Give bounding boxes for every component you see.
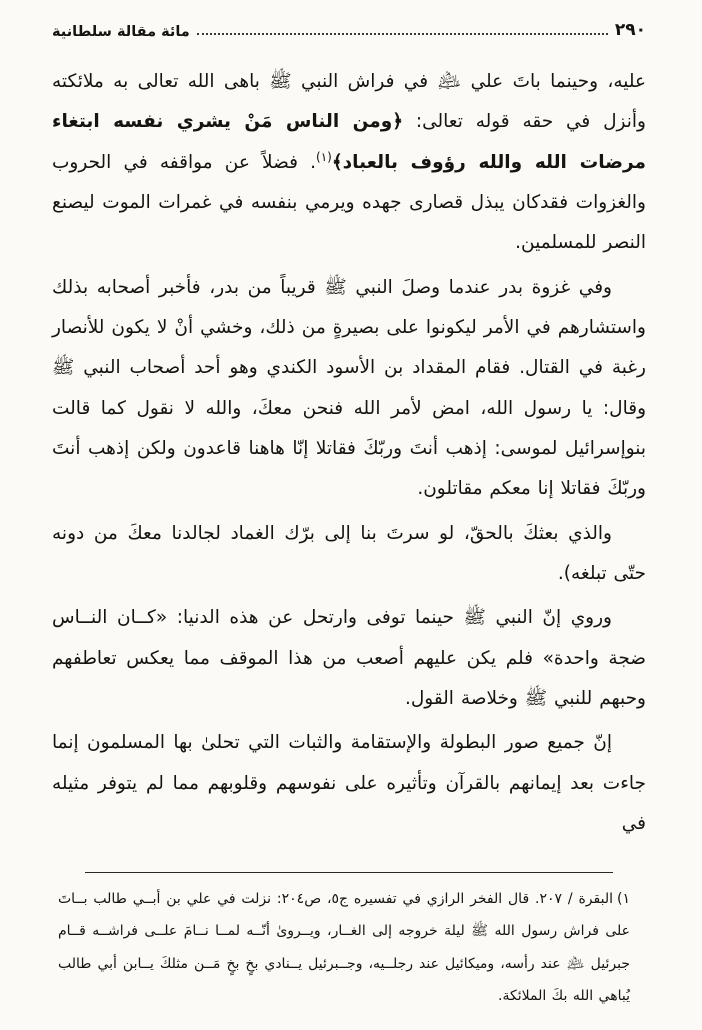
footnote-reference: (١) — [316, 149, 332, 164]
footnote-section — [52, 866, 646, 1012]
page-number: ٢٩٠ — [614, 20, 646, 40]
page-content — [52, 62, 646, 866]
paragraph-3: والذي بعثكَ بالحقّ، لو سرتَ بنا إلى برّك الغماد لجالدنا معكَ من دونه حتّى تبلغه). — [52, 522, 646, 584]
footnote-marker: ١) — [617, 891, 630, 908]
paragraph-1-text: عليه، وحينما باتَ علي ﵇ في فراش النبي ﷺ باهى الله تعالى به ملائكته وأنزل في حقه قوله تعالى: — [52, 71, 646, 133]
quran-verse: ﴿ومن الناس مَنْ يشري نفسه ابتغاء مرضات الله والله رؤوف بالعباد﴾ — [52, 111, 646, 173]
header-leader-dots — [197, 32, 608, 35]
footnote — [52, 883, 646, 1012]
paragraph-1-continuation: . فضلاً عن مواقفه في الحروب والغزوات فقدكان يبذل قصارى جهده ويرمي بنفسه في غمرات الموت ليصنع النصر للمسلمين. — [52, 151, 646, 254]
footnote-text: البقرة / ٢٠٧. قال الفخر الرازي في تفسيره ج٥، ص٢٠٤: نزلت في علي بن أبــي طالب بــاتَ على فراش رسول الله ﷺ ليلة خروجه إلى الغــار، ويــروىٰ أنّــه لمــا نــامَ علــى فراشــه قــام جبرئيل ﵇ عند رأسه، وميكائيل عند رجلــيه، وجــبرئيل يــنادي بخٍ بخٍ مَــن مثلكَ يــابن أبي طالب يُباهي الله بكَ الملائكة. — [58, 891, 630, 1004]
page-header — [52, 20, 646, 40]
book-title: مائة مقالة سلطانية — [52, 24, 190, 40]
footnote-separator-line — [85, 872, 614, 873]
paragraph-5: إنّ جميع صور البطولة والإستقامة والثبات التي تحلىٰ بها المسلمون إنما جاءت بعد إيمانهم بالقرآن وتأثيره على نفوسهم وقلوبهم مما لم يتوفر مثيله في — [52, 732, 646, 834]
paragraph-4: وروي إنّ النبي ﷺ حينما توفى وارتحل عن هذه الدنيا: «كــان النــاس ضجة واحدة» فلم يكن عليهم أصعب من هذا الموقف مما يعكس تعاطفهم وحبهم للنبي ﷺ وخلاصة القول. — [52, 607, 646, 709]
paragraph-2: وفي غزوة بدر عندما وصلَ النبي ﷺ قريباً من بدر، فأخبر أصحابه بذلك واستشارهم في الأمر ليكونوا على بصيرةٍ من ذلك، وخشي أنْ لا يكون للأنصار رغبة في القتال. فقام المقداد بن الأسود الكندي وهو أحد أصحاب النبي ﷺ وقال: يا رسول الله، امض لأمر الله فنحن معكَ، والله لا نقول كما قالت بنوإسرائيل لموسى: إذهب أنتَ وربّكَ فقاتلا إنّا هاهنا قاعدون ولكن إذهب أنتَ وربّكَ فقاتلا إنا معكم مقاتلون. — [52, 276, 646, 500]
paragraph-1 — [52, 62, 646, 264]
